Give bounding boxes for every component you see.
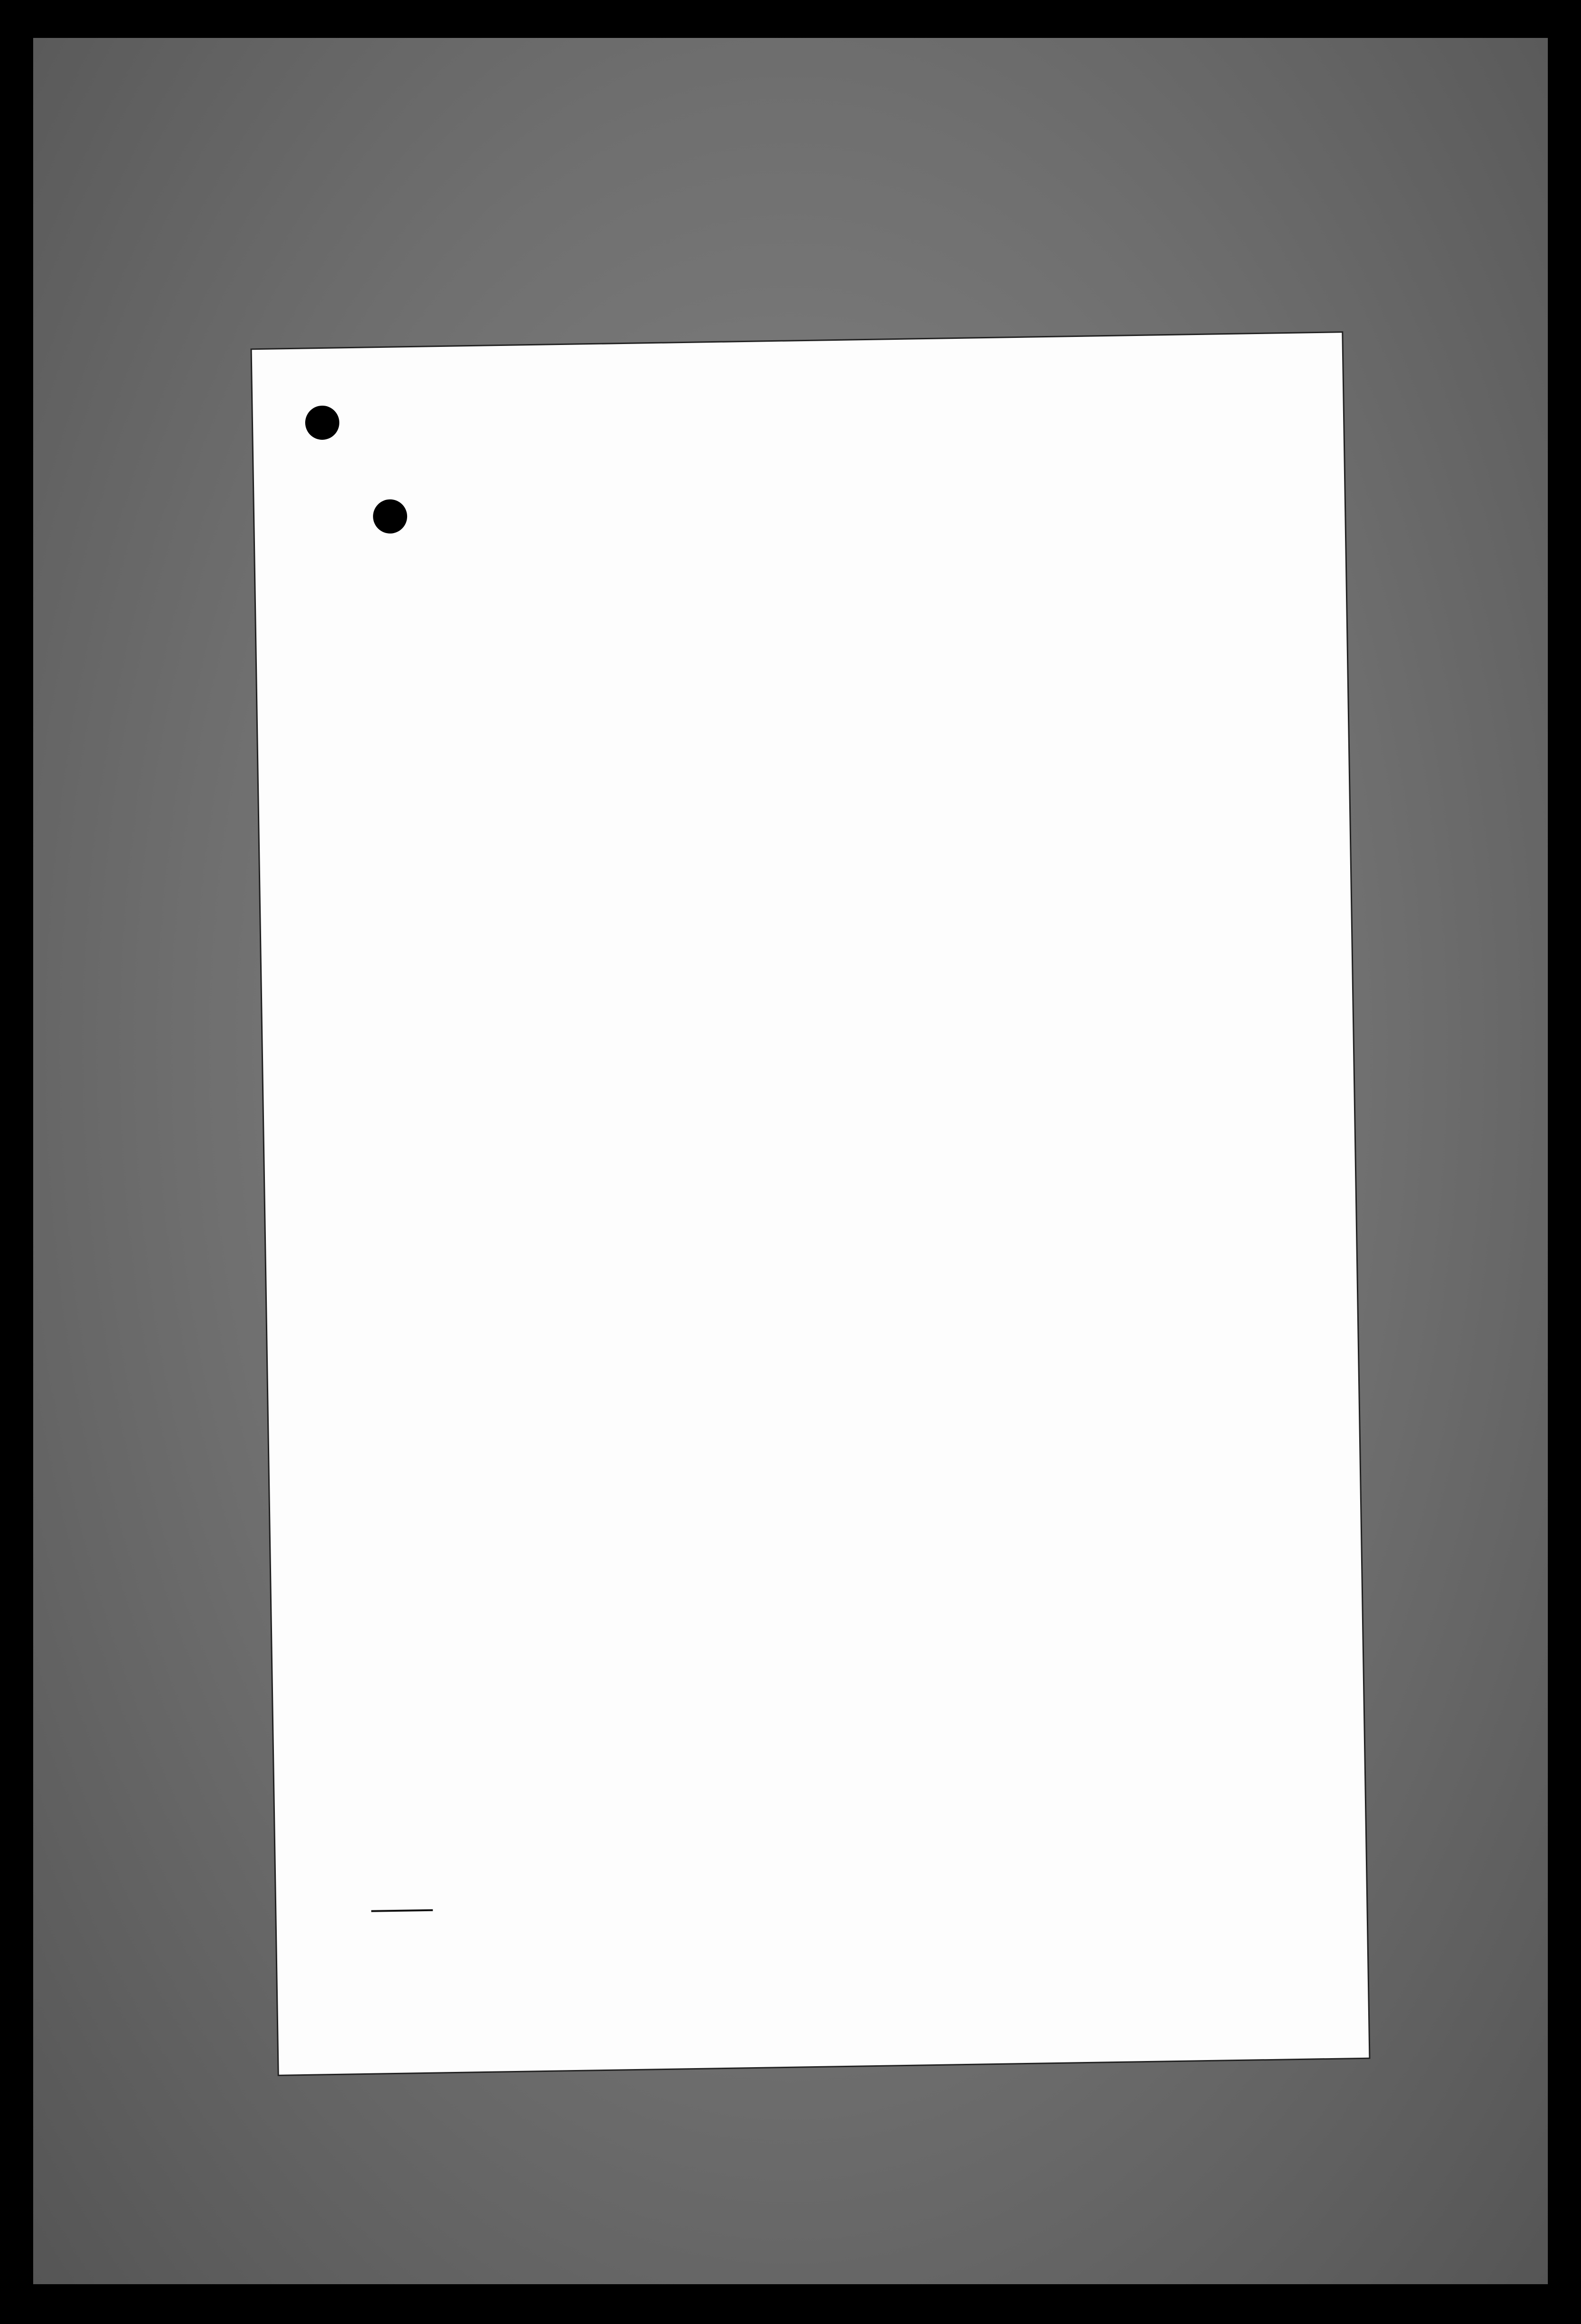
grant-title xyxy=(254,494,1345,511)
punch-hole-middle xyxy=(373,499,408,534)
punch-hole-top xyxy=(305,405,339,440)
document-page xyxy=(252,333,1369,2075)
page-number xyxy=(253,404,1343,421)
form-number-top xyxy=(371,1906,433,1907)
form-number xyxy=(371,1906,433,1915)
allocation-table xyxy=(354,826,1350,841)
form-number-rule xyxy=(371,1909,433,1912)
form-number-bottom xyxy=(371,1914,433,1915)
part-title xyxy=(254,456,1344,473)
